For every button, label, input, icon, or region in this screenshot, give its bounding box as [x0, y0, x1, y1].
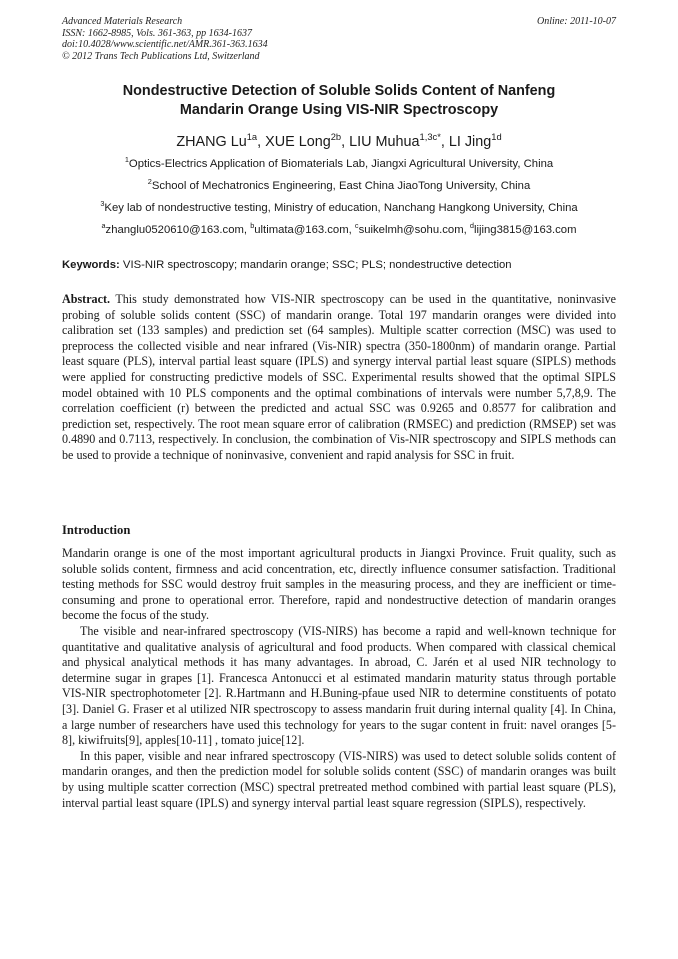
- affiliation-sup: 1: [124, 155, 129, 165]
- author-name: ZHANG Lu: [176, 134, 247, 150]
- affiliation-sup: 2: [147, 177, 152, 187]
- paper-title: [62, 82, 616, 120]
- keywords-text: VIS-NIR spectroscopy; mandarin orange; SSC; PLS; nondestructive detection: [119, 259, 512, 271]
- email-address: ultimata@163.com: [254, 224, 349, 236]
- affiliation-1: [62, 157, 616, 171]
- email-sup: d: [469, 221, 474, 231]
- author-sup: 1d: [491, 132, 502, 143]
- author-sup: 1,3c*: [419, 132, 441, 143]
- email-sup: c: [354, 221, 359, 231]
- doi-line: doi:10.4028/www.scientific.net/AMR.361-363.1634: [62, 39, 268, 50]
- journal-header: [62, 16, 616, 62]
- affiliation-text: Optics-Electrics Application of Biomaterials Lab, Jiangxi Agricultural University, China: [128, 158, 554, 170]
- affiliation-sup: 3: [100, 199, 105, 209]
- intro-paragraph: Mandarin orange is one of the most important agricultural products in Jiangxi Province. Fruit quality, such as soluble solids content, firmness and acid concentration, etc, directly influence consumer satisfaction. Traditional testing methods for SSC would destroy fruit samples in the measuring process, and they are inefficient or time-consuming and prone to operational error. Therefore, rapid and nondestructive detection of mandarin oranges become the focus of the study.: [62, 546, 616, 623]
- abstract-label: Abstract.: [62, 292, 111, 306]
- email-address: zhanglu0520610@163.com: [105, 224, 244, 236]
- author-list: ZHANG $Lu^{1a}$, XUE Long$^{2b}$, LIU Muhua$^{1,3c*}$, LI Jing$^{1d}$: [176, 132, 502, 150]
- email-sup: b: [250, 221, 255, 231]
- abstract-text: This study demonstrated how VIS-NIR spectroscopy can be used in the quantitative, noninvasive probing of soluble solids content (SSC) of mandarin orange. Total 197 mandarin oranges were divided into calibration set (133 samples) and prediction set (64 samples). Multiple scatter correction (MSC) was used to preprocess the collected visible and near infrared (Vis-NIR) spectra (350-1800nm) of mandarin orange. Partial least square (PLS), interval partial least square (IPLS) and synergy interval partial least square (SIPLS) methods were applied for constructing predictive models of SSC. Experimental results showed that the optimal SIPLS model obtained with 10 PLS components and the optimal combinations of intervals were number 5,7,8,9. The correlation coefficient (r) between the predicted and actual SSC was 0.9265 and 0.8577 for calibration and prediction set, respectively. The root mean square error of calibration (RMSEC) and prediction (RMSEP) set was 0.4890 and 0.7113, respectively. In conclusion, the combination of Vis-NIR spectroscopy and SIPLS methods can be used to provide a technique of noninvasive, convenient and rapid analysis for SSC in fruit.: [62, 292, 616, 462]
- abstract: [62, 292, 616, 464]
- keywords: [62, 258, 616, 272]
- title-line-2: Mandarin Orange Using VIS-NIR Spectroscopy: [179, 102, 499, 118]
- author-name: XUE Long: [265, 134, 331, 150]
- keywords-label: Keywords:: [62, 259, 120, 271]
- email-list: $^a$zhanglu0520610@163.com, $^b$ultimata@163.com, $^c$suikelmh@sohu.com, $^d$lijing3815@163.com: [101, 221, 577, 236]
- affiliation-2: [62, 179, 616, 193]
- author-name: LI Jing: [448, 134, 492, 150]
- introduction-heading: Introduction: [62, 523, 131, 537]
- intro-paragraph: In this paper, visible and near infrared spectroscopy (VIS-NIRS) was used to detect soluble solids content of mandarin oranges, and then the prediction model for soluble solids content (SSC) of mandarin oranges was built by using multiple scatter correction (MSC) spectral pretreated method combined with partial least square (PLS), interval partial least square (IPLS) and synergy interval partial least square regression (SIPLS), respectively.: [62, 748, 616, 810]
- issn-line: ISSN: 1662-8985, Vols. 361-363, pp 1634-1637: [62, 27, 252, 39]
- online-date: Online: 2011-10-07: [537, 16, 616, 27]
- intro-paragraph: The visible and near-infrared spectroscopy (VIS-NIRS) has become a rapid and well-known technique for quantitative and qualitative analysis of agricultural and food products. When compared with classical chemical and physical analytical methods it has many advantages. In abroad, C. Jarén et al used NIR technology to determine sugar in grapes [1]. Francesca Antonucci et al estimated mandarin maturity status through portable VIS-NIR spectrophotometer [2]. R.Hartmann and H.Buning-pfaue used NIR to determine constituents of potato [3]. Daniel G. Fraser et al utilized NIR spectroscopy to assess mandarin fruit during internal quality [4]. In China, a large number of researchers have used this technology for years to the sugar content in fruit: navel oranges [5-8], kiwifruits[9], apples[10-11] , tomato juice[12].: [62, 623, 616, 748]
- author-name: LIU Muhua: [349, 134, 420, 150]
- author-sup: 2b: [330, 132, 342, 143]
- introduction-body: [62, 546, 616, 811]
- email-sup: a: [101, 221, 106, 231]
- email-address: suikelmh@sohu.com: [358, 224, 464, 236]
- journal-name: Advanced Materials Research: [62, 16, 183, 27]
- affiliation-text: School of Mechatronics Engineering, East China JiaoTong University, China: [151, 180, 531, 192]
- title-line-1: Nondestructive Detection of Soluble Solids Content of Nanfeng: [122, 83, 556, 99]
- copyright-line: © 2012 Trans Tech Publications Ltd, Switzerland: [62, 50, 260, 62]
- email-address: lijing3815@163.com: [473, 224, 577, 236]
- author-sup: 1a: [246, 132, 258, 143]
- affiliation-text: Key lab of nondestructive testing, Ministry of education, Nanchang Hangkong University, China: [104, 202, 578, 214]
- affiliation-3: [62, 201, 616, 215]
